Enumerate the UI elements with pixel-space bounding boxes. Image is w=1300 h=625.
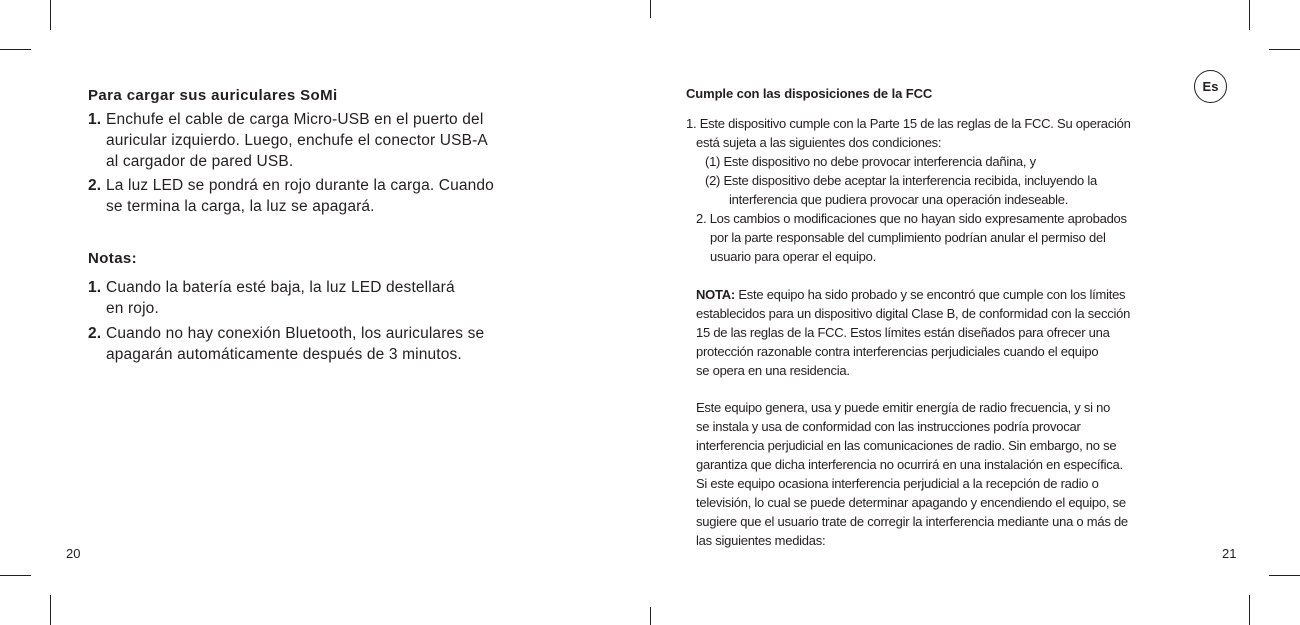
step-line: La luz LED se pondrá en rojo durante la carga. Cuando <box>106 177 494 194</box>
step-line: se termina la carga, la luz se apagará. <box>106 198 375 215</box>
nota-line: se opera en una residencia. <box>696 363 850 378</box>
nota-line: 15 de las reglas de la FCC. Estos límites están diseñados para ofrecer una <box>696 325 1110 340</box>
note-line: Cuando la batería esté baja, la luz LED destellará <box>106 279 455 296</box>
notes-heading: Notas: <box>88 250 138 267</box>
step-line: Enchufe el cable de carga Micro-USB en el puerto del <box>106 111 484 128</box>
fcc-line: 2. Los cambios o modificaciones que no hayan sido expresamente aprobados <box>696 211 1127 226</box>
crop-mark <box>1269 575 1300 576</box>
note-number: 2. <box>88 325 102 342</box>
note-line: apagarán automáticamente después de 3 minutos. <box>106 346 462 363</box>
crop-mark <box>650 607 651 625</box>
crop-mark <box>0 575 31 576</box>
note-number: 1. <box>88 279 102 296</box>
fcc-heading: Cumple con las disposiciones de la FCC <box>686 86 933 101</box>
nota-label: NOTA: <box>696 287 735 302</box>
crop-mark <box>50 595 51 625</box>
crop-mark <box>1269 49 1300 50</box>
charging-step <box>88 175 568 217</box>
nota-text: Este equipo ha sido probado y se encontró que cumple con los límites <box>738 287 1126 302</box>
para-line: garantiza que dicha interferencia no ocurrirá en una instalación en específica. <box>696 457 1123 472</box>
note-item <box>88 323 568 365</box>
fcc-line: (1) Este dispositivo no debe provocar interferencia dañina, y <box>705 154 1036 169</box>
fcc-line: usuario para operar el equipo. <box>710 249 876 264</box>
fcc-line: (2) Este dispositivo debe aceptar la interferencia recibida, incluyendo la <box>705 173 1097 188</box>
para-line: sugiere que el usuario trate de corregir la interferencia mediante una o más de <box>696 514 1128 529</box>
fcc-line: interferencia que pudiera provocar una operación indeseable. <box>729 192 1069 207</box>
para-line: Si este equipo ocasiona interferencia perjudicial a la recepción de radio o <box>696 476 1099 491</box>
nota-line: establecidos para un dispositivo digital Clase B, de conformidad con la sección <box>696 306 1131 321</box>
crop-mark <box>1249 0 1250 30</box>
step-line: auricular izquierdo. Luego, enchufe el conector USB-A <box>106 132 488 149</box>
step-number: 1. <box>88 111 102 128</box>
nota-line <box>696 285 1125 304</box>
page-number-left: 20 <box>66 546 81 561</box>
fcc-line: 1. Este dispositivo cumple con la Parte 15 de las reglas de la FCC. Su operación <box>686 116 1131 131</box>
para-line: las siguientes medidas: <box>696 533 826 548</box>
page-number-right: 21 <box>1222 546 1237 561</box>
crop-mark <box>50 0 51 30</box>
note-line: Cuando no hay conexión Bluetooth, los auriculares se <box>106 325 485 342</box>
charging-step <box>88 109 568 172</box>
note-item <box>88 277 568 319</box>
charging-heading: Para cargar sus auriculares SoMi <box>88 87 338 104</box>
language-badge: Es <box>1194 70 1227 103</box>
nota-line: protección razonable contra interferencias perjudiciales cuando el equipo <box>696 344 1099 359</box>
para-line: Este equipo genera, usa y puede emitir energía de radio frecuencia, y si no <box>696 400 1111 415</box>
crop-mark <box>1249 595 1250 625</box>
step-line: al cargador de pared USB. <box>106 153 294 170</box>
step-number: 2. <box>88 177 102 194</box>
note-line: en rojo. <box>106 300 159 317</box>
fcc-line: por la parte responsable del cumplimiento podrían anular el permiso del <box>710 230 1106 245</box>
para-line: se instala y usa de conformidad con las instrucciones podría provocar <box>696 419 1081 434</box>
crop-mark <box>650 0 651 18</box>
para-line: televisión, lo cual se puede determinar apagando y encendiendo el equipo, se <box>696 495 1126 510</box>
fcc-line: está sujeta a las siguientes dos condiciones: <box>696 135 942 150</box>
para-line: interferencia perjudicial en las comunicaciones de radio. Sin embargo, no se <box>696 438 1117 453</box>
crop-mark <box>0 49 31 50</box>
